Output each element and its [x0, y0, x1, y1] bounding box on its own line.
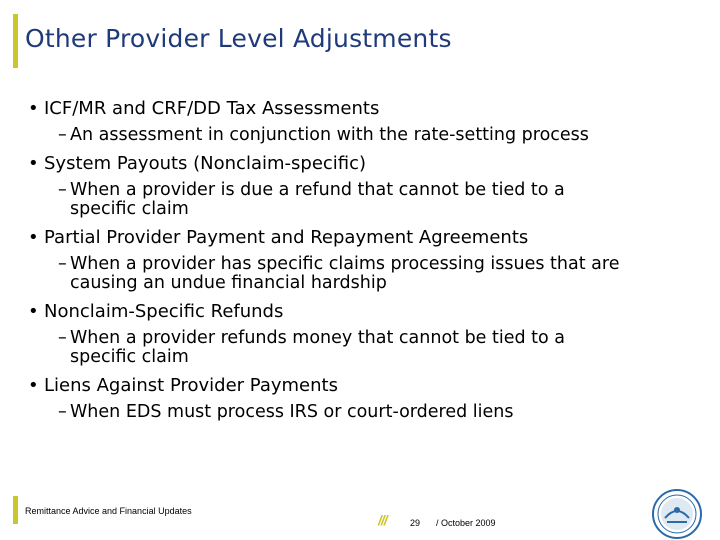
footer-date: / October 2009: [436, 518, 496, 528]
dash-marker: –: [58, 254, 67, 274]
sub-bullet-item: [28, 255, 678, 293]
dash-marker: –: [58, 328, 67, 348]
footer-slashes: ///: [378, 512, 387, 528]
sub-bullet-item: [28, 403, 678, 422]
bullet-marker: •: [28, 227, 39, 248]
sub-bullet-text: When a provider refunds money that cannot be tied to a specific claim: [70, 328, 566, 367]
bullet-text: Nonclaim-Specific Refunds: [44, 301, 284, 322]
footer-accent-bar: [13, 496, 18, 524]
bullet-marker: •: [28, 375, 39, 396]
bullet-item: [28, 153, 678, 175]
bullet-item: [28, 301, 678, 323]
bullet-text: Partial Provider Payment and Repayment Agreements: [44, 227, 529, 248]
bullet-item: [28, 98, 678, 120]
bullet-marker: •: [28, 153, 39, 174]
bullet-list: [28, 98, 678, 430]
page-number: 29: [410, 518, 421, 528]
bullet-marker: •: [28, 98, 39, 119]
title-accent-bar: [13, 14, 18, 68]
bullet-text: Liens Against Provider Payments: [44, 375, 338, 396]
sub-bullet-text: When a provider is due a refund that cannot be tied to a specific claim: [70, 180, 565, 219]
bullet-marker: •: [28, 301, 39, 322]
footer-label: Remittance Advice and Financial Updates: [25, 506, 192, 516]
sub-bullet-item: [28, 126, 678, 145]
dash-marker: –: [58, 402, 67, 422]
dash-marker: –: [58, 180, 67, 200]
dash-marker: –: [58, 125, 67, 145]
fssa-seal-icon: [651, 488, 703, 540]
sub-bullet-text: An assessment in conjunction with the rate-setting process: [70, 125, 589, 145]
slide-title: Other Provider Level Adjustments: [25, 24, 452, 53]
bullet-item: [28, 227, 678, 249]
bullet-item: [28, 375, 678, 397]
sub-bullet-item: [28, 181, 678, 219]
bullet-text: ICF/MR and CRF/DD Tax Assessments: [44, 98, 380, 119]
bullet-text: System Payouts (Nonclaim-specific): [44, 153, 367, 174]
sub-bullet-item: [28, 329, 678, 367]
sub-bullet-text: When a provider has specific claims processing issues that are causing an undue financial hardship: [70, 254, 620, 293]
sub-bullet-text: When EDS must process IRS or court-ordered liens: [70, 402, 514, 422]
